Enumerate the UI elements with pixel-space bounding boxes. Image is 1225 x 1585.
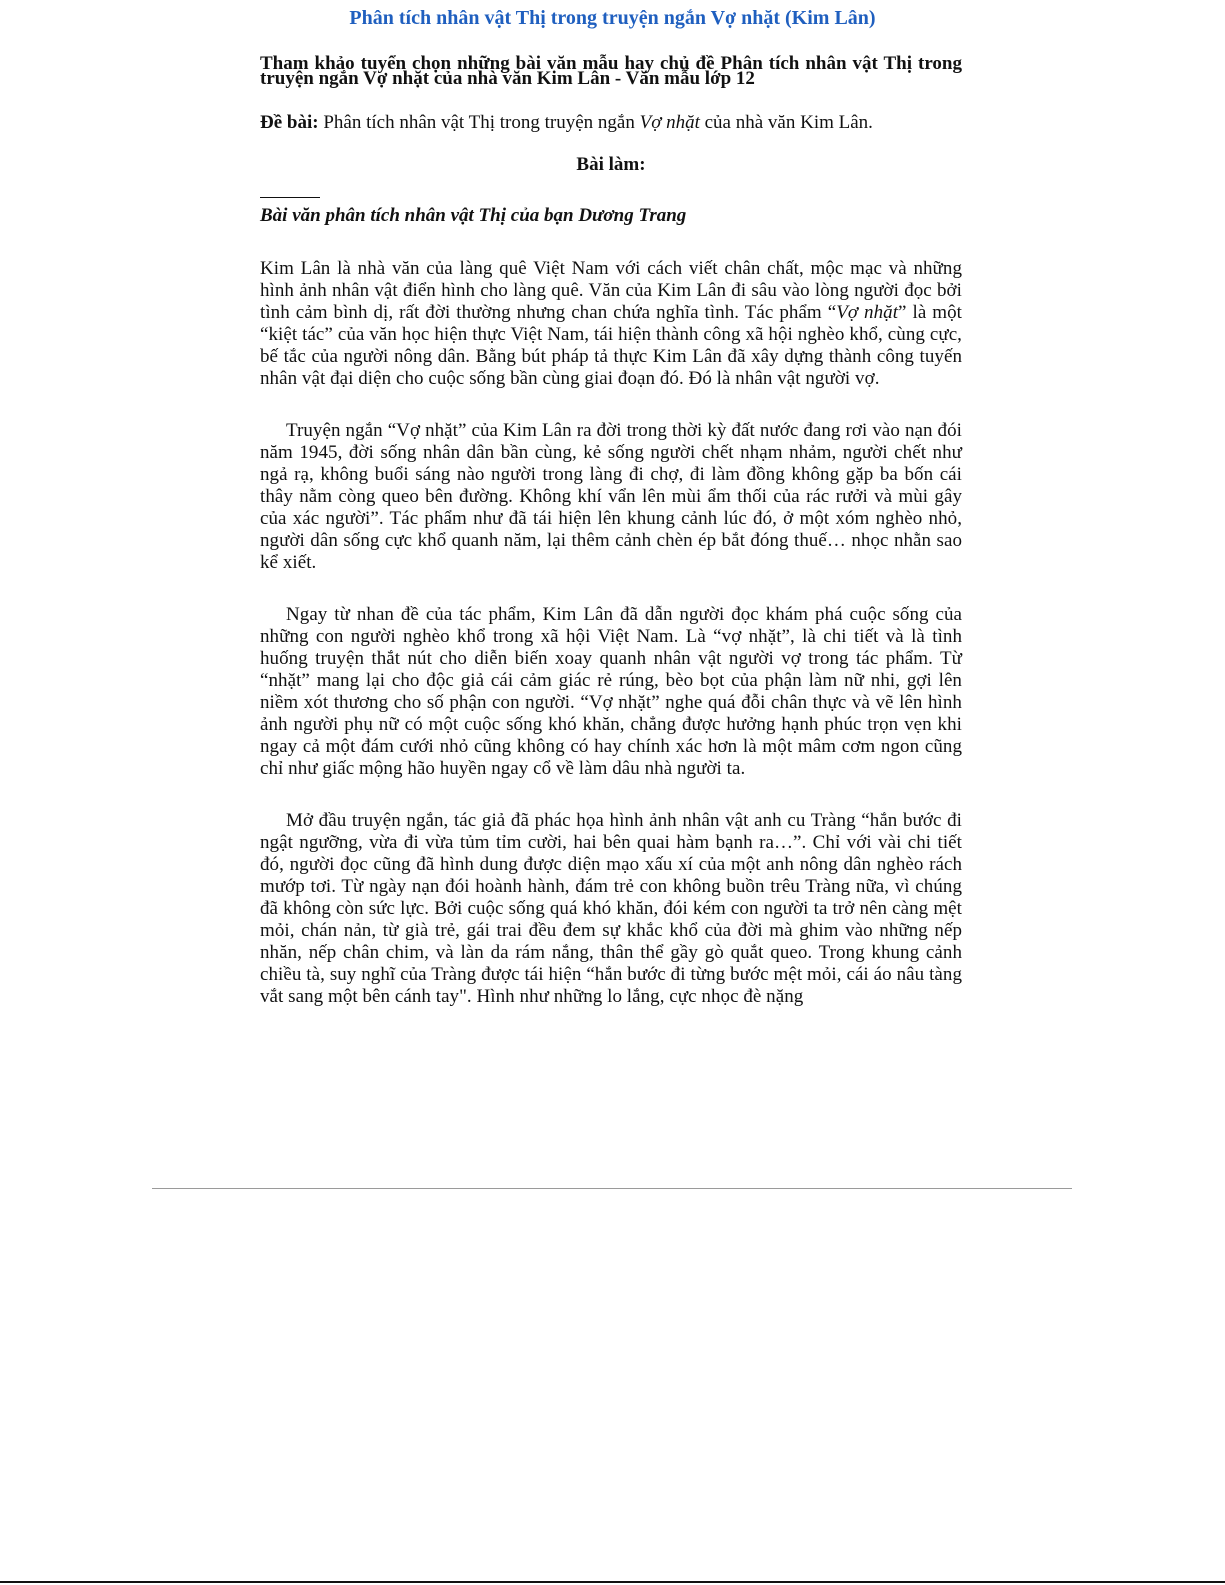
paragraph (260, 258, 962, 390)
page-bottom-border (0, 1581, 1225, 1583)
intro-text: Tham khảo tuyển chọn những bài văn mẫu hay chủ đề Phân tích nhân vật Thị trong truyện ngắn Vợ nhặt của nhà văn Kim Lân - Văn mẫu lớp 12 (260, 53, 962, 89)
paragraph-text: Truyện ngắn “Vợ nhặt” của Kim Lân ra đời trong thời kỳ đất nước đang rơi vào nạn đói năm 1945, đời sống nhân dân bần cùng, kẻ sống người chết nhạm nhảm, người chết như ngả rạ, không buổi sáng nào người trong làng đi chợ, đi làm đồng không gặp ba bốn cái thây nằm còng queo bên đường. Không khí vẩn lên mùi ẩm thối của rác rưởi và mùi gây của xác người”. Tác phẩm như đã tái hiện lên khung cảnh lúc đó, ở một xóm nghèo nhỏ, người dân sống cực khổ quanh năm, lại thêm cảnh chèn ép bắt đóng thuế… nhọc nhằn sao kể xiết. (260, 420, 962, 573)
divider (260, 197, 320, 198)
prompt-text-end: của nhà văn Kim Lân. (704, 112, 873, 133)
prompt-text: Phân tích nhân vật Thị trong truyện ngắn (323, 112, 635, 133)
essay-byline: Bài văn phân tích nhân vật Thị của bạn Dương Trang (260, 205, 687, 226)
page-title: Phân tích nhân vật Thị trong truyện ngắn Vợ nhặt (Kim Lân) (349, 7, 876, 29)
document-body (260, 53, 962, 1038)
paragraph (260, 810, 962, 1008)
prompt (260, 111, 962, 135)
section-heading: Bài làm: (576, 154, 646, 175)
prompt-work-title: Vợ nhặt (639, 112, 700, 133)
paragraph (260, 420, 962, 574)
paragraph-text: ” là một “kiệt tác” của văn học hiện thực Việt Nam, tái hiện thành công xã hội nghèo khổ, cùng cực, bế tắc của người nông dân. Bằng bút pháp tả thực Kim Lân đã xây dựng thành công tuyến nhân vật đại diện cho cuộc sống bần cùng giai đoạn đó. Đó là nhân vật người vợ. (260, 302, 962, 389)
prompt-label: Đề bài: (260, 112, 319, 133)
paragraph-text: Kim Lân là nhà văn của làng quê Việt Nam với cách viết chân chất, mộc mạc và những hình ảnh nhân vật điển hình cho làng quê. Văn của Kim Lân đi sâu vào lòng người đọc bởi tình cảm bình dị, rất đời thường nhưng chan chứa nghĩa tình. Tác phẩm “ (260, 258, 962, 323)
paragraph (260, 604, 962, 780)
page-divider (152, 1188, 1072, 1189)
paragraph-text: Mở đầu truyện ngắn, tác giả đã phác họa hình ảnh nhân vật anh cu Tràng “hắn bước đi ngật ngưỡng, vừa đi vừa tủm tỉm cười, hai bên quai hàm bạnh ra…”. Chỉ với vài chi tiết đó, người đọc cũng đã hình dung được diện mạo xấu xí của một anh nông dân nghèo rách mướp tơi. Từ ngày nạn đói hoành hành, đám trẻ con không buồn trêu Tràng nữa, vì chúng đã không còn sức lực. Bởi cuộc sống quá khó khăn, đói kém con người ta trở nên càng mệt mỏi, chán nản, từ già trẻ, gái trai đều đem sự khắc khổ của đời mà ghim vào những nếp nhăn, nếp chân chim, và làn da rám nắng, thân thể gầy gò quắt queo. Trong khung cảnh chiều tà, suy nghĩ của Tràng được tái hiện “hắn bước đi từng bước mệt mỏi, cái áo nâu tàng vắt sang một bên cánh tay". Hình như những lo lắng, cực nhọc đè nặng (260, 810, 962, 1007)
paragraph-text: Ngay từ nhan đề của tác phẩm, Kim Lân đã dẫn người đọc khám phá cuộc sống của những con người nghèo khổ trong xã hội Việt Nam. Là “vợ nhặt”, là chi tiết và là tình huống truyện thắt nút cho diễn biến xoay quanh nhân vật người vợ trong tác phẩm. Từ “nhặt” mang lại cho độc giả cái cảm giác rẻ rúng, bèo bọt của phận làm nữ nhi, gợi lên niềm xót thương cho số phận con người. “Vợ nhặt” nghe quá đỗi chân thực và vẽ lên hình ảnh người phụ nữ có một cuộc sống khó khăn, chẳng được hưởng hạnh phúc trọn vẹn khi ngay cả một đám cưới nhỏ cũng không có hay chính xác hơn là một mâm cơm ngon cũng chỉ như giấc mộng hão huyền ngay cổ về làm dâu nhà người ta. (260, 604, 962, 779)
work-title: Vợ nhặt (836, 302, 899, 323)
